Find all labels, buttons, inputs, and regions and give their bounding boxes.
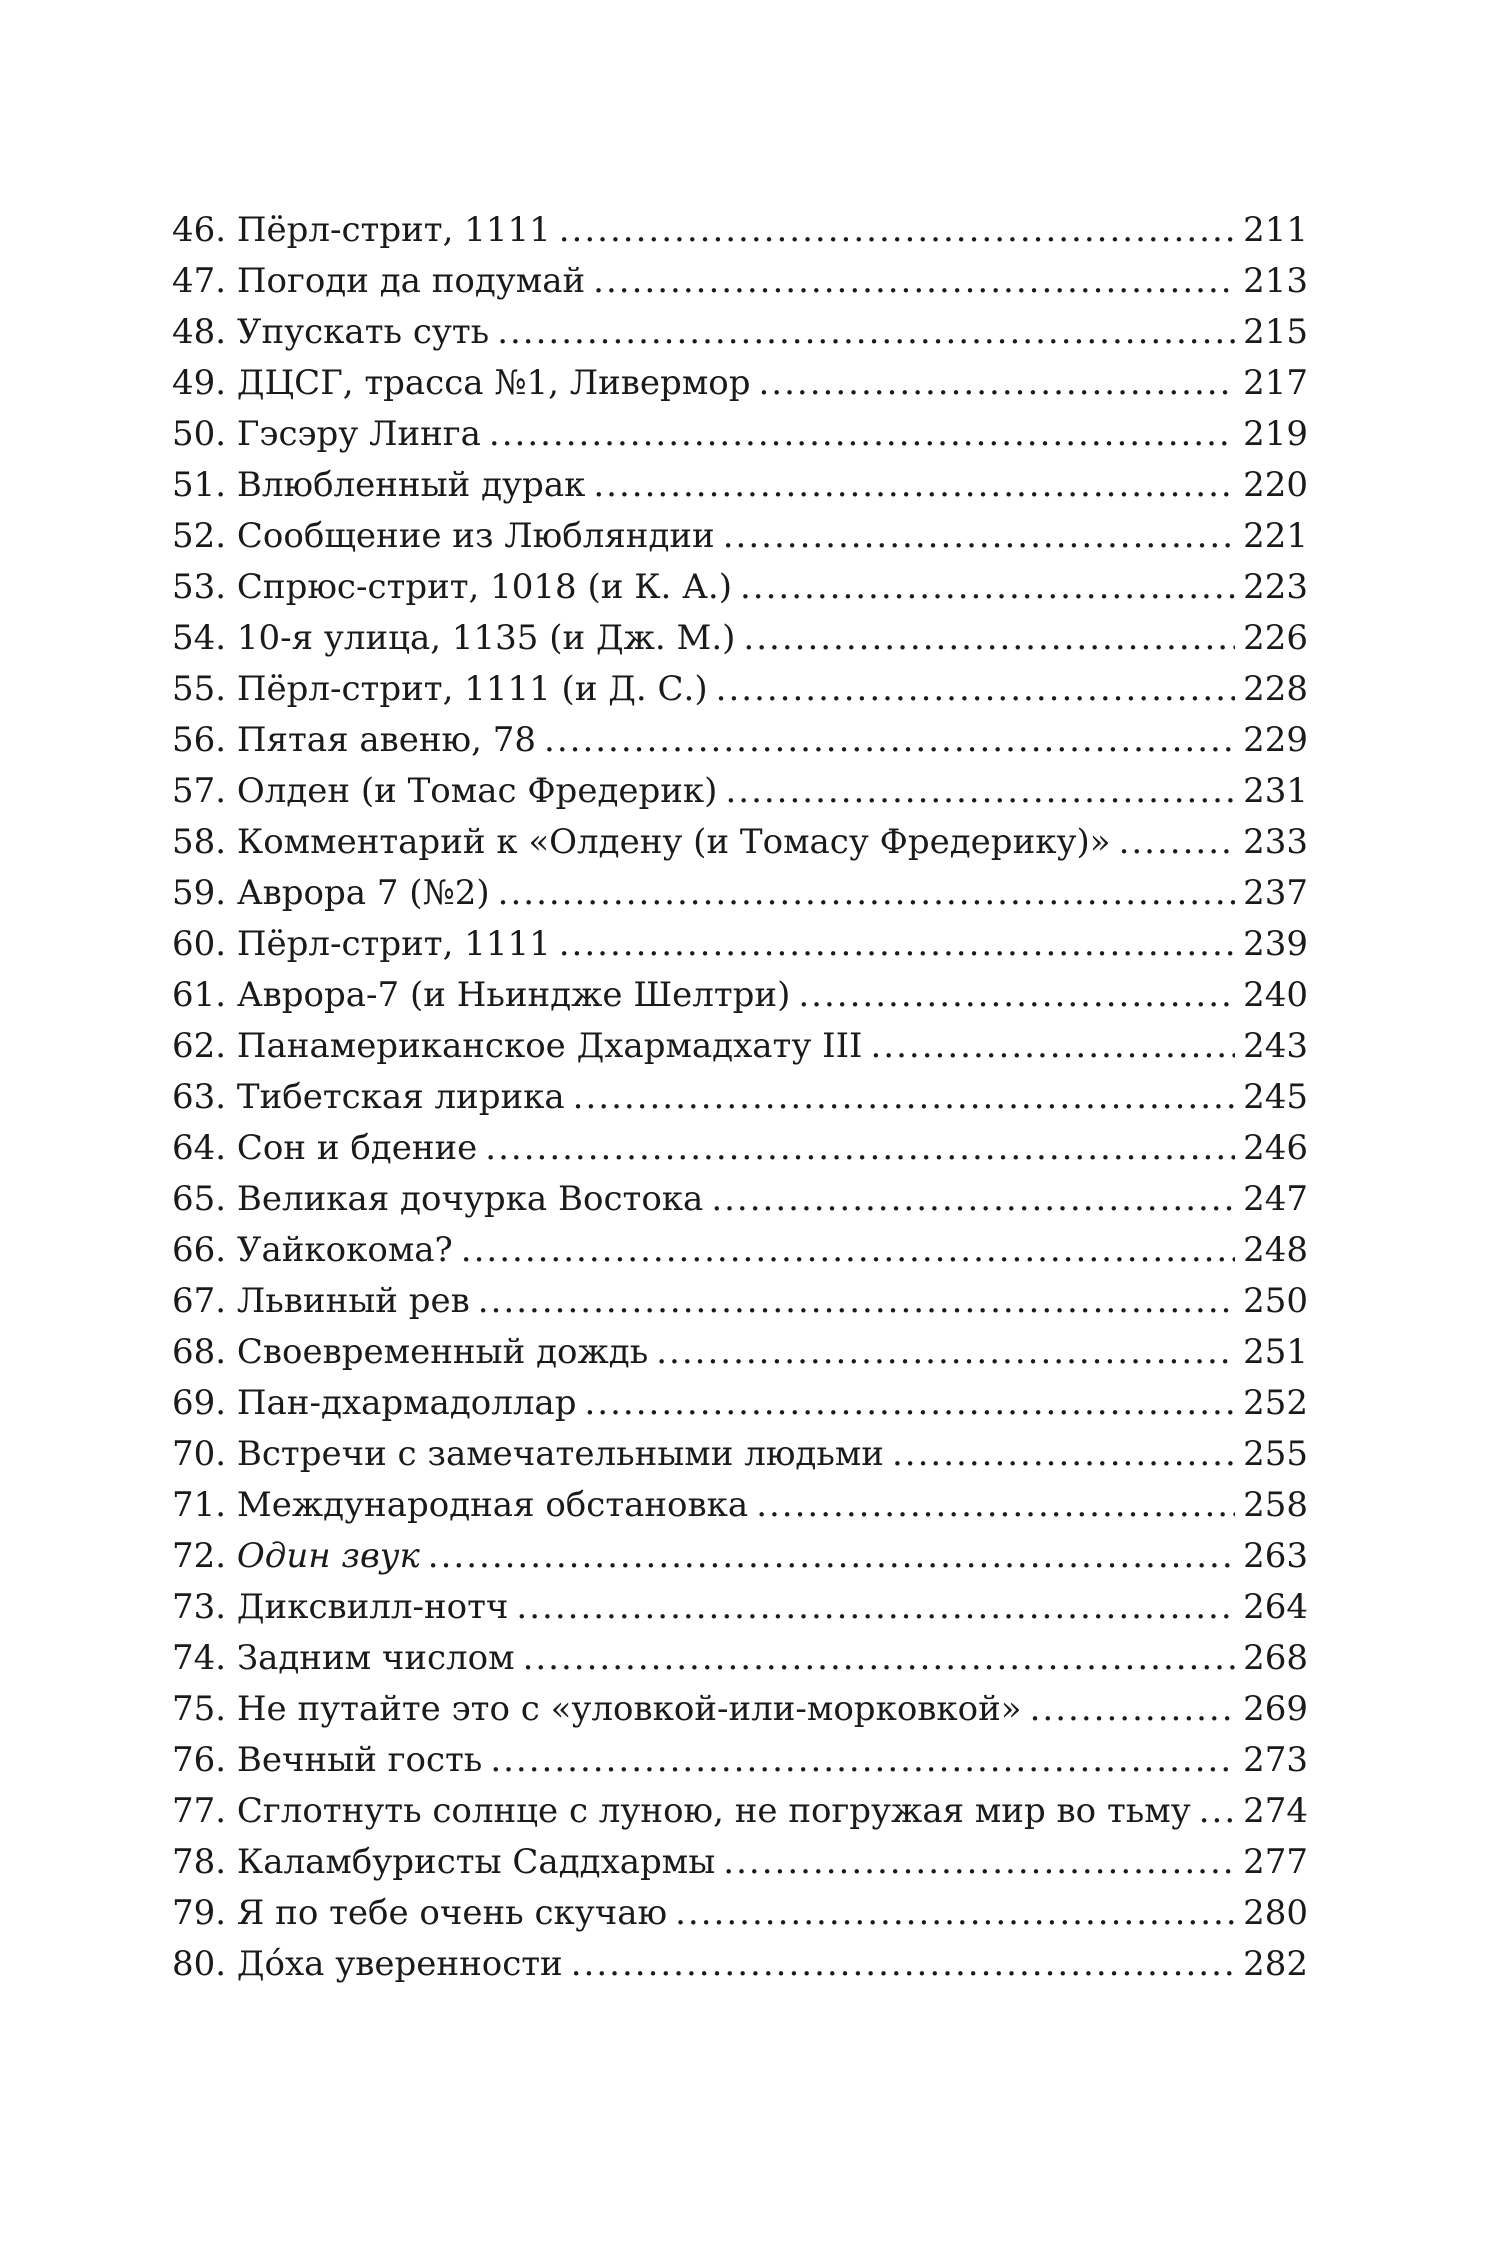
toc-entry-name: Пятая авеню, 78 [236,720,537,760]
toc-entry-name: Сглотнуть солнце с луною, не погружая мир во тьму [236,1791,1191,1831]
dot-leader [1199,1786,1235,1837]
toc-entry-name: Встречи с замечательными людьми [236,1434,884,1474]
toc-entry [172,409,1308,460]
toc-entry-number: 77. [172,1791,227,1831]
dot-leader [584,1378,1235,1429]
toc-entry-page: 251 [1243,1332,1308,1372]
toc-entry-title [172,1378,576,1429]
dot-leader [759,358,1236,409]
toc-entry-number: 58. [172,822,227,862]
dot-leader [723,511,1235,562]
toc-entry-name: 10-я улица, 1135 (и Дж. М.) [236,618,736,658]
toc-entry-number: 66. [172,1230,227,1270]
toc-entry-number: 60. [172,924,227,964]
toc-entry-page: 233 [1243,822,1308,862]
toc-entry [172,562,1308,613]
toc-entry-number: 68. [172,1332,227,1372]
toc-entry [172,1072,1308,1123]
toc-entry-number: 76. [172,1740,227,1780]
toc-entry-page: 269 [1243,1689,1308,1729]
dot-leader [1030,1684,1235,1735]
toc-entry-number: 73. [172,1587,227,1627]
toc-entry [172,1021,1308,1072]
dot-leader [740,562,1235,613]
toc-entry-title [172,868,490,919]
toc-entry [172,1429,1308,1480]
toc-entry-page: 255 [1243,1434,1308,1474]
toc-entry-name: Не путайте это с «уловкой-или-морковкой» [236,1689,1022,1729]
toc-entry-title [172,409,481,460]
toc-entry-title [172,817,1111,868]
toc-entry-title [172,1429,884,1480]
toc-entry-page: 274 [1243,1791,1308,1831]
toc-entry-name: Великая дочурка Востока [236,1179,704,1219]
toc-entry-page: 239 [1243,924,1308,964]
toc-entry-page: 219 [1243,414,1308,454]
toc-entry-number: 62. [172,1026,227,1066]
toc-entry-title [172,1225,453,1276]
toc-entry-number: 67. [172,1281,227,1321]
toc-entry-name: Львиный рев [236,1281,470,1321]
toc-entry-number: 80. [172,1944,227,1984]
toc-entry [172,1582,1308,1633]
toc-entry-number: 63. [172,1077,227,1117]
toc-entry-title [172,1939,563,1990]
toc-entry [172,1480,1308,1531]
toc-entry-name: Пёрл-стрит, 1111 [236,210,551,250]
toc-entry [172,1276,1308,1327]
toc-entry [172,307,1308,358]
toc-entry [172,205,1308,256]
toc-entry-title [172,919,551,970]
toc-entry-title [172,1123,477,1174]
toc-entry-name: Международная обстановка [236,1485,749,1525]
dot-leader [498,868,1235,919]
dot-leader [723,1837,1235,1888]
dot-leader [798,970,1235,1021]
toc-entry-page: 263 [1243,1536,1308,1576]
toc-entry-title [172,1531,420,1582]
toc-entry-page: 240 [1243,975,1308,1015]
toc-entry [172,1327,1308,1378]
toc-entry-name: Комментарий к «Олдену (и Томасу Фредерику)» [236,822,1111,862]
toc-entry [172,1225,1308,1276]
toc-entry-number: 75. [172,1689,227,1729]
toc-entry [172,511,1308,562]
toc-entry-name: ДЦСГ, трасса №1, Ливермор [236,363,751,403]
toc-entry-number: 54. [172,618,227,658]
toc-entry [172,817,1308,868]
toc-entry-page: 248 [1243,1230,1308,1270]
toc-entry [172,358,1308,409]
toc-entry-title [172,1480,748,1531]
toc-entry-name: Аврора-7 (и Ньиндже Шелтри) [236,975,791,1015]
toc-entry-number: 50. [172,414,227,454]
toc-entry [172,460,1308,511]
toc-entry [172,664,1308,715]
dot-leader [1119,817,1236,868]
toc-entry-number: 52. [172,516,227,556]
toc-entry-number: 78. [172,1842,227,1882]
toc-entry-page: 211 [1243,210,1308,250]
toc-entry-title [172,562,732,613]
dot-leader [675,1888,1235,1939]
toc-entry-page: 268 [1243,1638,1308,1678]
dot-leader [485,1123,1235,1174]
dot-leader [571,1939,1235,1990]
toc-entry-number: 49. [172,363,227,403]
toc-entry-page: 245 [1243,1077,1308,1117]
toc-entry-number: 64. [172,1128,227,1168]
toc-entry-name: Влюбленный дурак [236,465,586,505]
toc-entry-title [172,1174,703,1225]
toc-entry-number: 72. [172,1536,227,1576]
toc-entry-number: 61. [172,975,227,1015]
dot-leader [892,1429,1235,1480]
toc-entry-page: 213 [1243,261,1308,301]
toc-entry-number: 48. [172,312,227,352]
toc-entry-title [172,1684,1022,1735]
dot-leader [544,715,1235,766]
dot-leader [489,409,1235,460]
toc-entry [172,766,1308,817]
toc-entry-name: Задним числом [236,1638,515,1678]
toc-entry [172,1174,1308,1225]
toc-entry [172,919,1308,970]
toc-entry-number: 57. [172,771,227,811]
toc-entry-title [172,1888,667,1939]
toc-entry-title [172,1327,648,1378]
dot-leader [523,1633,1236,1684]
toc-entry-title [172,307,489,358]
toc-entry-title [172,460,585,511]
dot-leader [559,205,1235,256]
toc-entry-number: 79. [172,1893,227,1933]
toc-entry [172,1123,1308,1174]
toc-entry [172,1837,1308,1888]
toc-entry-page: 246 [1243,1128,1308,1168]
toc-entry-title [172,1735,482,1786]
toc-entry-title [172,256,585,307]
toc-entry [172,1633,1308,1684]
toc-entry-number: 55. [172,669,227,709]
toc-entry-title [172,1021,862,1072]
toc-entry [172,868,1308,919]
toc-entry-name: Упускать суть [236,312,490,352]
toc-entry-title [172,358,751,409]
toc-entry-title [172,766,717,817]
toc-entry-name: Вечный гость [236,1740,483,1780]
toc-entry-page: 228 [1243,669,1308,709]
toc-entry-name: Тибетская лирика [236,1077,565,1117]
toc-entry-name: Уайкокома? [236,1230,453,1270]
toc-entry-page: 252 [1243,1383,1308,1423]
toc-entry-title [172,1582,508,1633]
toc-entry-page: 258 [1243,1485,1308,1525]
toc-entry-page: 264 [1243,1587,1308,1627]
toc-entry-page: 280 [1243,1893,1308,1933]
toc-entry-number: 69. [172,1383,227,1423]
toc-entry-number: 70. [172,1434,227,1474]
toc-entry-number: 56. [172,720,227,760]
dot-leader [756,1480,1235,1531]
toc-entry-page: 247 [1243,1179,1308,1219]
toc-entry-title [172,613,735,664]
toc-entry-number: 46. [172,210,227,250]
toc-entry-page: 273 [1243,1740,1308,1780]
dot-leader [461,1225,1235,1276]
dot-leader [478,1276,1235,1327]
toc-entry-title [172,1072,565,1123]
toc-entry-page: 217 [1243,363,1308,403]
toc-entry [172,1786,1308,1837]
table-of-contents [172,205,1308,1990]
toc-entry-name: Погоди да подумай [236,261,586,301]
toc-entry [172,1939,1308,1990]
toc-entry [172,970,1308,1021]
toc-entry-page: 229 [1243,720,1308,760]
toc-entry-name: Своевременный дождь [236,1332,649,1372]
dot-leader [743,613,1235,664]
dot-leader [516,1582,1235,1633]
toc-entry [172,1531,1308,1582]
toc-entry-name: Панамериканское Дхармадхату III [236,1026,863,1066]
dot-leader [490,1735,1235,1786]
toc-entry [172,1684,1308,1735]
dot-leader [573,1072,1235,1123]
dot-leader [870,1021,1235,1072]
toc-entry-name: Сообщение из Любляндии [236,516,715,556]
dot-leader [716,664,1235,715]
toc-entry-number: 59. [172,873,227,913]
toc-entry-number: 51. [172,465,227,505]
toc-entry-page: 226 [1243,618,1308,658]
toc-entry-name: Спрюс-стрит, 1018 (и К. А.) [236,567,732,607]
toc-entry-number: 53. [172,567,227,607]
toc-entry [172,1378,1308,1429]
toc-entry-number: 65. [172,1179,227,1219]
dot-leader [593,256,1235,307]
toc-entry-name: До́ха уверенности [236,1944,563,1984]
toc-entry-title [172,1786,1191,1837]
toc-entry [172,256,1308,307]
toc-entry-title [172,664,708,715]
toc-entry-name: Каламбуристы Саддхармы [236,1842,716,1882]
toc-entry-page: 250 [1243,1281,1308,1321]
toc-entry-name: Олден (и Томас Фредерик) [236,771,718,811]
toc-entry-title [172,511,715,562]
dot-leader [711,1174,1235,1225]
toc-entry [172,1735,1308,1786]
toc-entry-name: Пёрл-стрит, 1111 (и Д. С.) [236,669,708,709]
dot-leader [593,460,1235,511]
toc-entry-page: 277 [1243,1842,1308,1882]
toc-entry-title [172,1276,470,1327]
dot-leader [497,307,1235,358]
toc-entry-name: Пёрл-стрит, 1111 [236,924,551,964]
toc-entry-title [172,715,536,766]
toc-entry-name: Аврора 7 (№2) [236,873,490,913]
toc-entry [172,1888,1308,1939]
toc-entry-page: 223 [1243,567,1308,607]
toc-entry-name: Диксвилл-нотч [236,1587,509,1627]
toc-entry-name: Пан-дхармадоллар [236,1383,577,1423]
toc-entry-page: 243 [1243,1026,1308,1066]
dot-leader [559,919,1235,970]
toc-entry-name: Я по тебе очень скучаю [236,1893,668,1933]
toc-entry-number: 47. [172,261,227,301]
toc-entry-title [172,205,551,256]
toc-entry-name: Сон и бдение [236,1128,478,1168]
toc-entry [172,613,1308,664]
toc-entry-page: 220 [1243,465,1308,505]
toc-entry-page: 237 [1243,873,1308,913]
toc-entry-name: Один звук [236,1536,420,1576]
dot-leader [656,1327,1235,1378]
dot-leader [428,1531,1235,1582]
toc-entry-title [172,970,790,1021]
toc-entry-page: 215 [1243,312,1308,352]
toc-entry-title [172,1633,515,1684]
dot-leader [725,766,1235,817]
toc-entry-name: Гэсэру Линга [236,414,481,454]
toc-entry-page: 231 [1243,771,1308,811]
toc-entry-number: 74. [172,1638,227,1678]
toc-entry-page: 282 [1243,1944,1308,1984]
toc-entry [172,715,1308,766]
toc-entry-page: 221 [1243,516,1308,556]
toc-entry-number: 71. [172,1485,227,1525]
toc-entry-title [172,1837,715,1888]
